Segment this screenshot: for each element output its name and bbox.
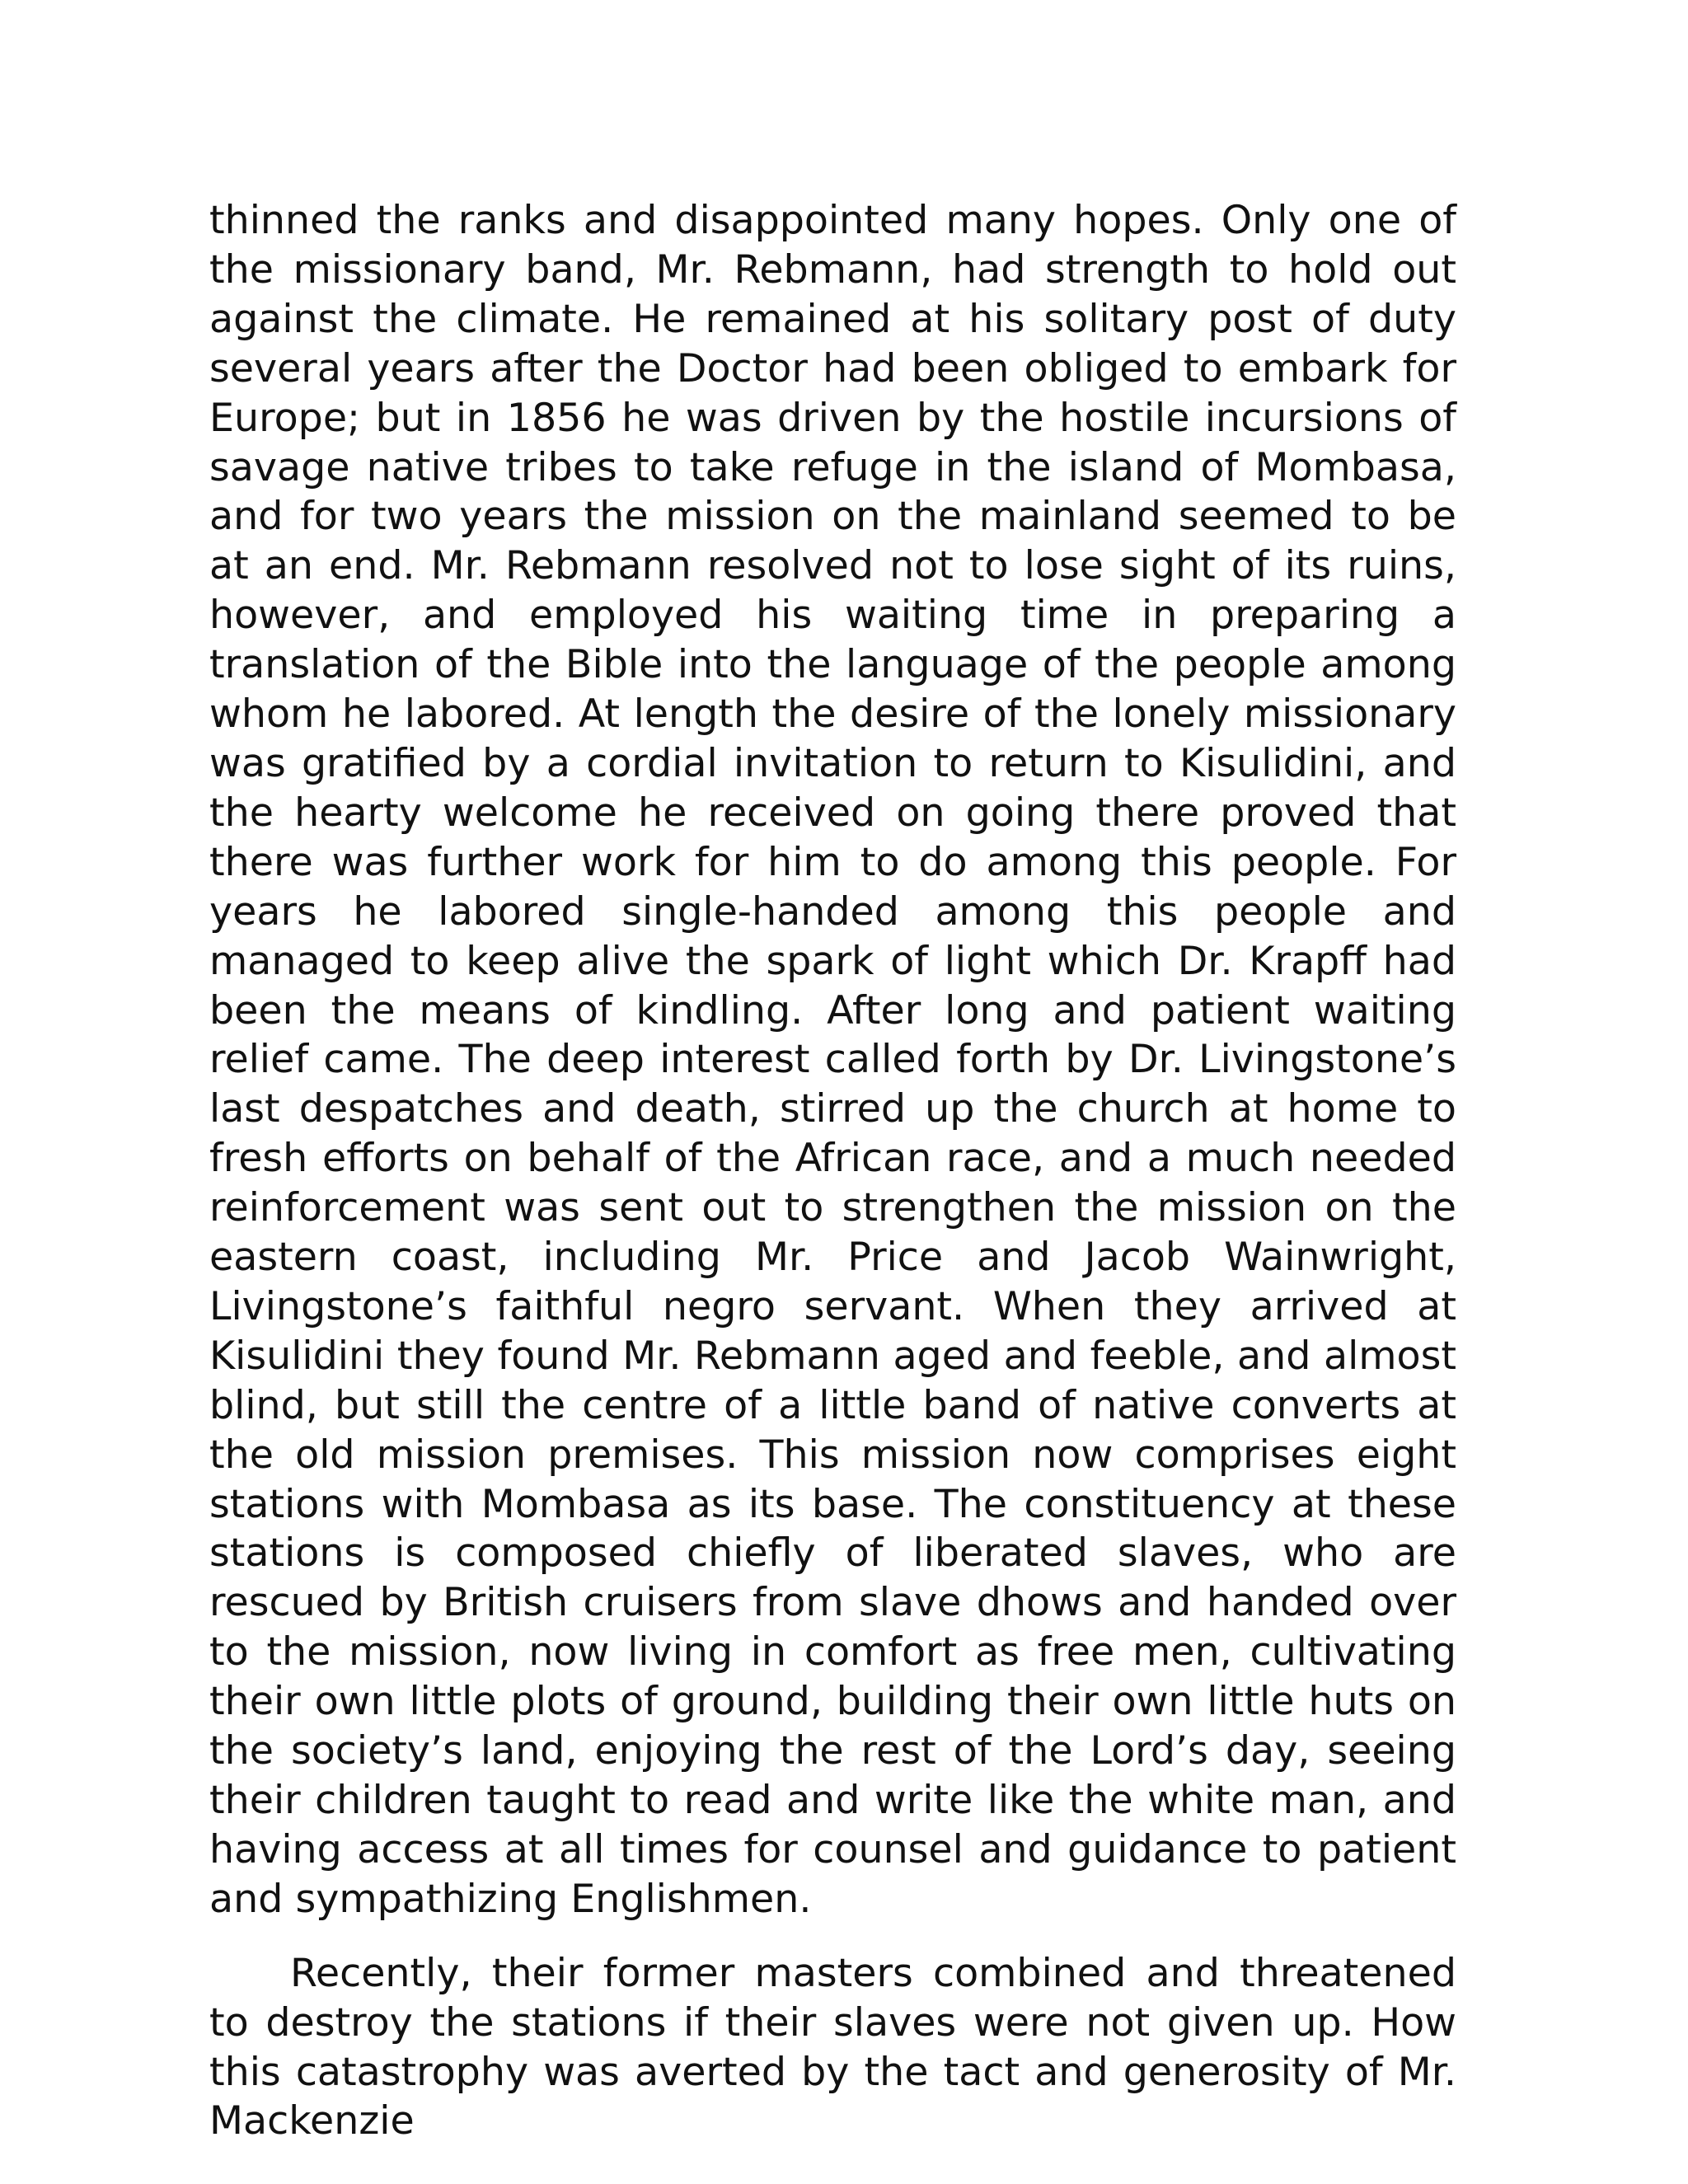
page-body <box>209 196 1456 2146</box>
paragraph-1: thinned the ranks and disappointed many hopes. Only one of the missionary band, Mr. Rebmann, had strength to hold out against the climate. He remained at his solitary post of duty several years after the Doctor had been obliged to embark for Europe; but in 1856 he was driven by the hostile incursions of savage native tribes to take refuge in the island of Mombasa, and for two years the mission on the mainland seemed to be at an end. Mr. Rebmann resolved not to lose sight of its ruins, however, and employed his waiting time in preparing a translation of the Bible into the language of the people among whom he labored. At length the desire of the lonely missionary was gratified by a cordial invitation to return to Kisulidini, and the hearty welcome he received on going there proved that there was further work for him to do among this people. For years he labored single-handed among this people and managed to keep alive the spark of light which Dr. Krapff had been the means of kindling. After long and patient waiting relief came. The deep interest called forth by Dr. Livingstone’s last despatches and death, stirred up the church at home to fresh efforts on behalf of the African race, and a much needed reinforcement was sent out to strengthen the mission on the eastern coast, including Mr. Price and Jacob Wainwright, Livingstone’s faithful negro servant. When they arrived at Kisulidini they found Mr. Rebmann aged and feeble, and almost blind, but still the centre of a little band of native converts at the old mission premises. This mission now comprises eight stations with Mombasa as its base. The constituency at these stations is composed chiefly of liberated slaves, who are rescued by British cruisers from slave dhows and handed over to the mission, now living in comfort as free men, cultivating their own little plots of ground, building their own little huts on the society’s land, enjoying the rest of the Lord’s day, seeing their children taught to read and write like the white man, and having access at all times for counsel and guidance to patient and sympathizing Englishmen. <box>209 198 1456 1922</box>
paragraph-2: Recently, their former masters combined and threatened to destroy the stations if their slaves were not given up. How this catastrophy was averted by the tact and generosity of Mr. Mackenzie <box>209 1950 1456 2144</box>
